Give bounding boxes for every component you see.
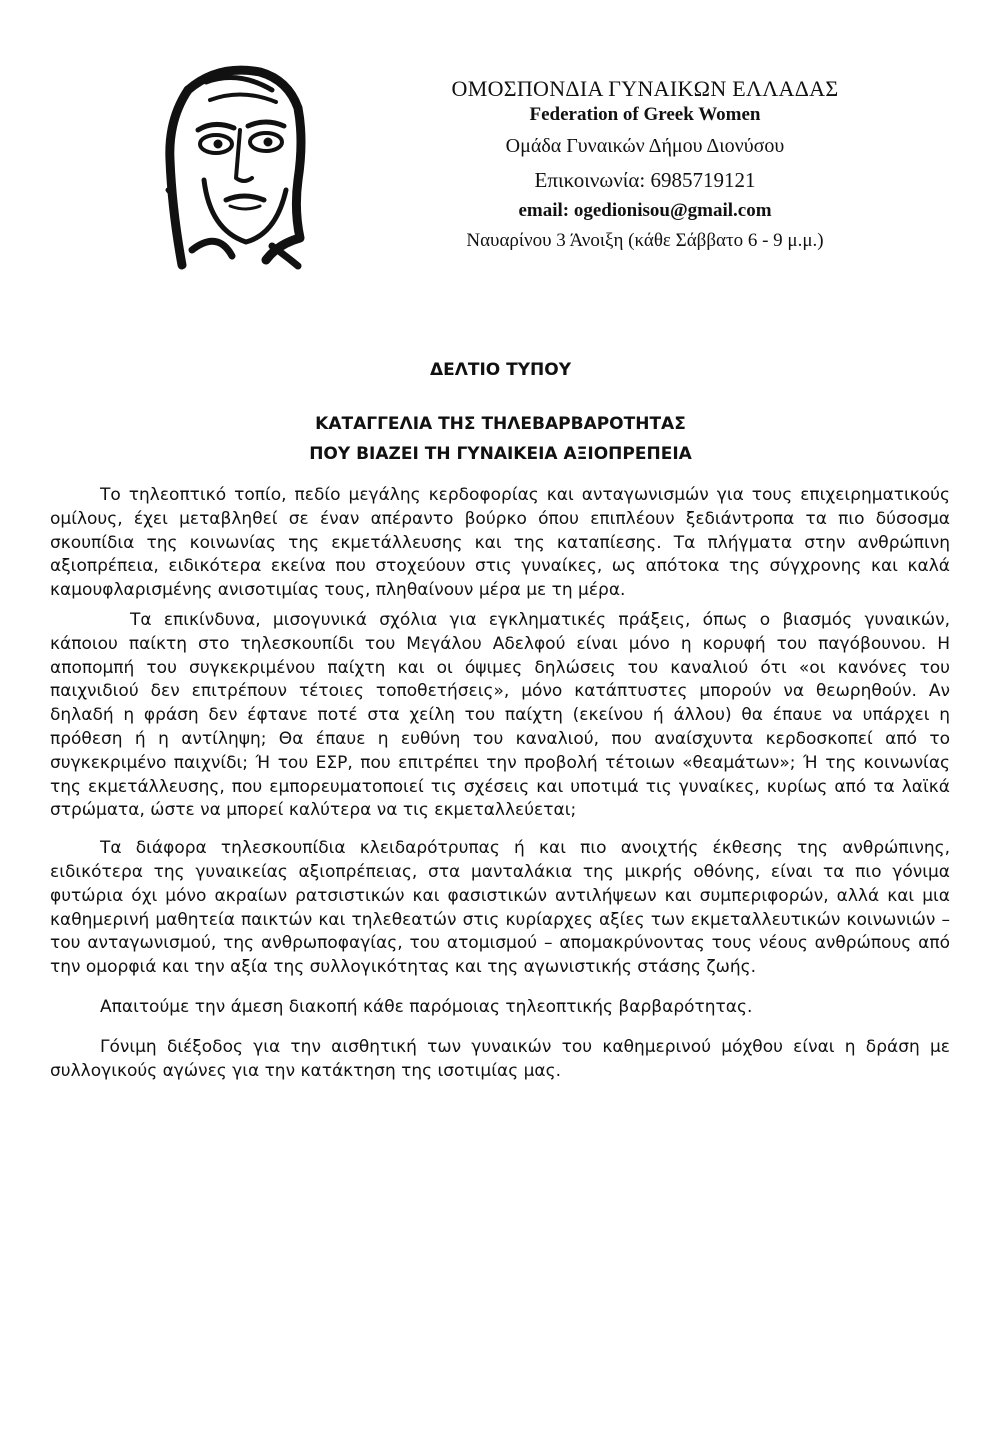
- paragraph-2: Τα επικίνδυνα, μισογυνικά σχόλια για εγκληματικές πράξεις, όπως ο βιασμός γυναικών, κάποιου παίκτη στο τηλεσκουπίδι του Μεγάλου Αδελφού είναι μόνο η κορυφή του παγόβουνου. Η αποπομπή του συγκεκριμένου παίχτη και οι όψιμες δηλώσεις του καναλιού ότι «οι κανόνες του παιχνιδιού δεν επιτρέπουν τέτοιες τοποθετήσεις», μόνο κατάπτυστες μπορούν να θεωρηθούν. Αν δηλαδή η φράση δεν έφτανε ποτέ στα χείλη του παίχτη (εκείνου ή άλλου) θα έπαυε να υπάρχει η πρόθεση ή η αντίληψη; Θα έπαυε η ευθύνη του καναλιού, που αναίσχυντα κερδοσκοπεί από το συγκεκριμένο παιχνίδι; Ή του ΕΣΡ, που επιτρέπει την προβολή τέτοιων «θεαμάτων»; Ή της κοινωνίας της εκμετάλλευσης, που εμπορευματοποιεί τις σχέσεις και υποτιμά τις γυναίκες, κυρίως από τα λαϊκά στρώματα, ώστε να μπορεί καλύτερα να τις εκμεταλλεύεται;: [50, 609, 950, 821]
- title-line-1: ΚΑΤΑΓΓΕΛΙΑ ΤΗΣ ΤΗΛΕΒΑΡΒΑΡΟΤΗΤΑΣ: [315, 414, 686, 434]
- org-name-greek: ΟΜΟΣΠΟΝΔΙΑ ΓΥΝΑΙΚΩΝ ΕΛΛΑΔΑΣ: [451, 76, 839, 101]
- contact-phone: Επικοινωνία: 6985719121: [534, 168, 756, 192]
- press-release-body: [50, 484, 950, 1083]
- title-line-2: ΠΟΥ ΒΙΑΖΕΙ ΤΗ ΓΥΝΑΙΚΕΙΑ ΑΞΙΟΠΡΕΠΕΙΑ: [309, 444, 692, 464]
- group-name: Ομάδα Γυναικών Δήμου Διονύσου: [505, 135, 785, 157]
- contact-email: email: ogedionisou@gmail.com: [518, 200, 772, 221]
- federation-logo: [148, 60, 318, 270]
- paragraph-3: Τα διάφορα τηλεσκουπίδια κλειδαρότρυπας ή και πιο ανοιχτής έκθεσης της ανθρώπινης, ειδικότερα της γυναικείας αξιοπρέπειας, στα μανταλάκια της μικρής οθόνης, είναι τα πιο γόνιμα φυτώρια όχι μόνο ακραίων ρατσιστικών και φασιστικών αντιλήψεων και συμπεριφορών, αλλά και μια καθημερινή μαθητεία παικτών και τηλεθεατών στις κυρίαρχες αξίες των εκμεταλλευτικών κοινωνιών – του ανταγωνισμού, της ανθρωποφαγίας, του ατομισμού – απομακρύνοντας τους νέους ανθρώπους από την ομορφιά και την αξία της συλλογικότητας και της αγωνιστικής στάσης ζωής.: [50, 838, 950, 978]
- document-type: ΔΕΛΤΙΟ ΤΥΠΟΥ: [429, 360, 572, 380]
- address: Ναυαρίνου 3 Άνοιξη (κάθε Σάββατο 6 - 9 μ.μ.): [466, 230, 824, 251]
- paragraph-4: Απαιτούμε την άμεση διακοπή κάθε παρόμοιας τηλεοπτικής βαρβαρότητας.: [100, 996, 753, 1017]
- paragraph-5: Γόνιμη διέξοδος για την αισθητική των γυναικών του καθημερινού μόχθου είναι η δράση με συλλογικούς αγώνες για την κατάκτηση της ισοτιμίας μας.: [50, 1036, 950, 1081]
- paragraph-1: Το τηλεοπτικό τοπίο, πεδίο μεγάλης κερδοφορίας και ανταγωνισμών για τους επιχειρηματικούς ομίλους, έχει μεταβληθεί σε έναν απέραντο βούρκο όπου επιπλέουν ξεδιάντροπα τα πιο δύσοσμα σκουπίδια της κοινωνίας της εκμετάλλευσης και της καταπίεσης. Τα πλήγματα στην ανθρώπινη αξιοπρέπεια, ειδικότερα εκείνα που στοχεύουν στις γυναίκες, ως απότοκα της σύγχρονης και καλά καμουφλαρισμένης ανισοτιμίας τους, πληθαίνουν μέρα με τη μέρα.: [50, 485, 950, 601]
- org-name-english: Federation of Greek Women: [529, 104, 761, 125]
- letterhead: [360, 76, 930, 254]
